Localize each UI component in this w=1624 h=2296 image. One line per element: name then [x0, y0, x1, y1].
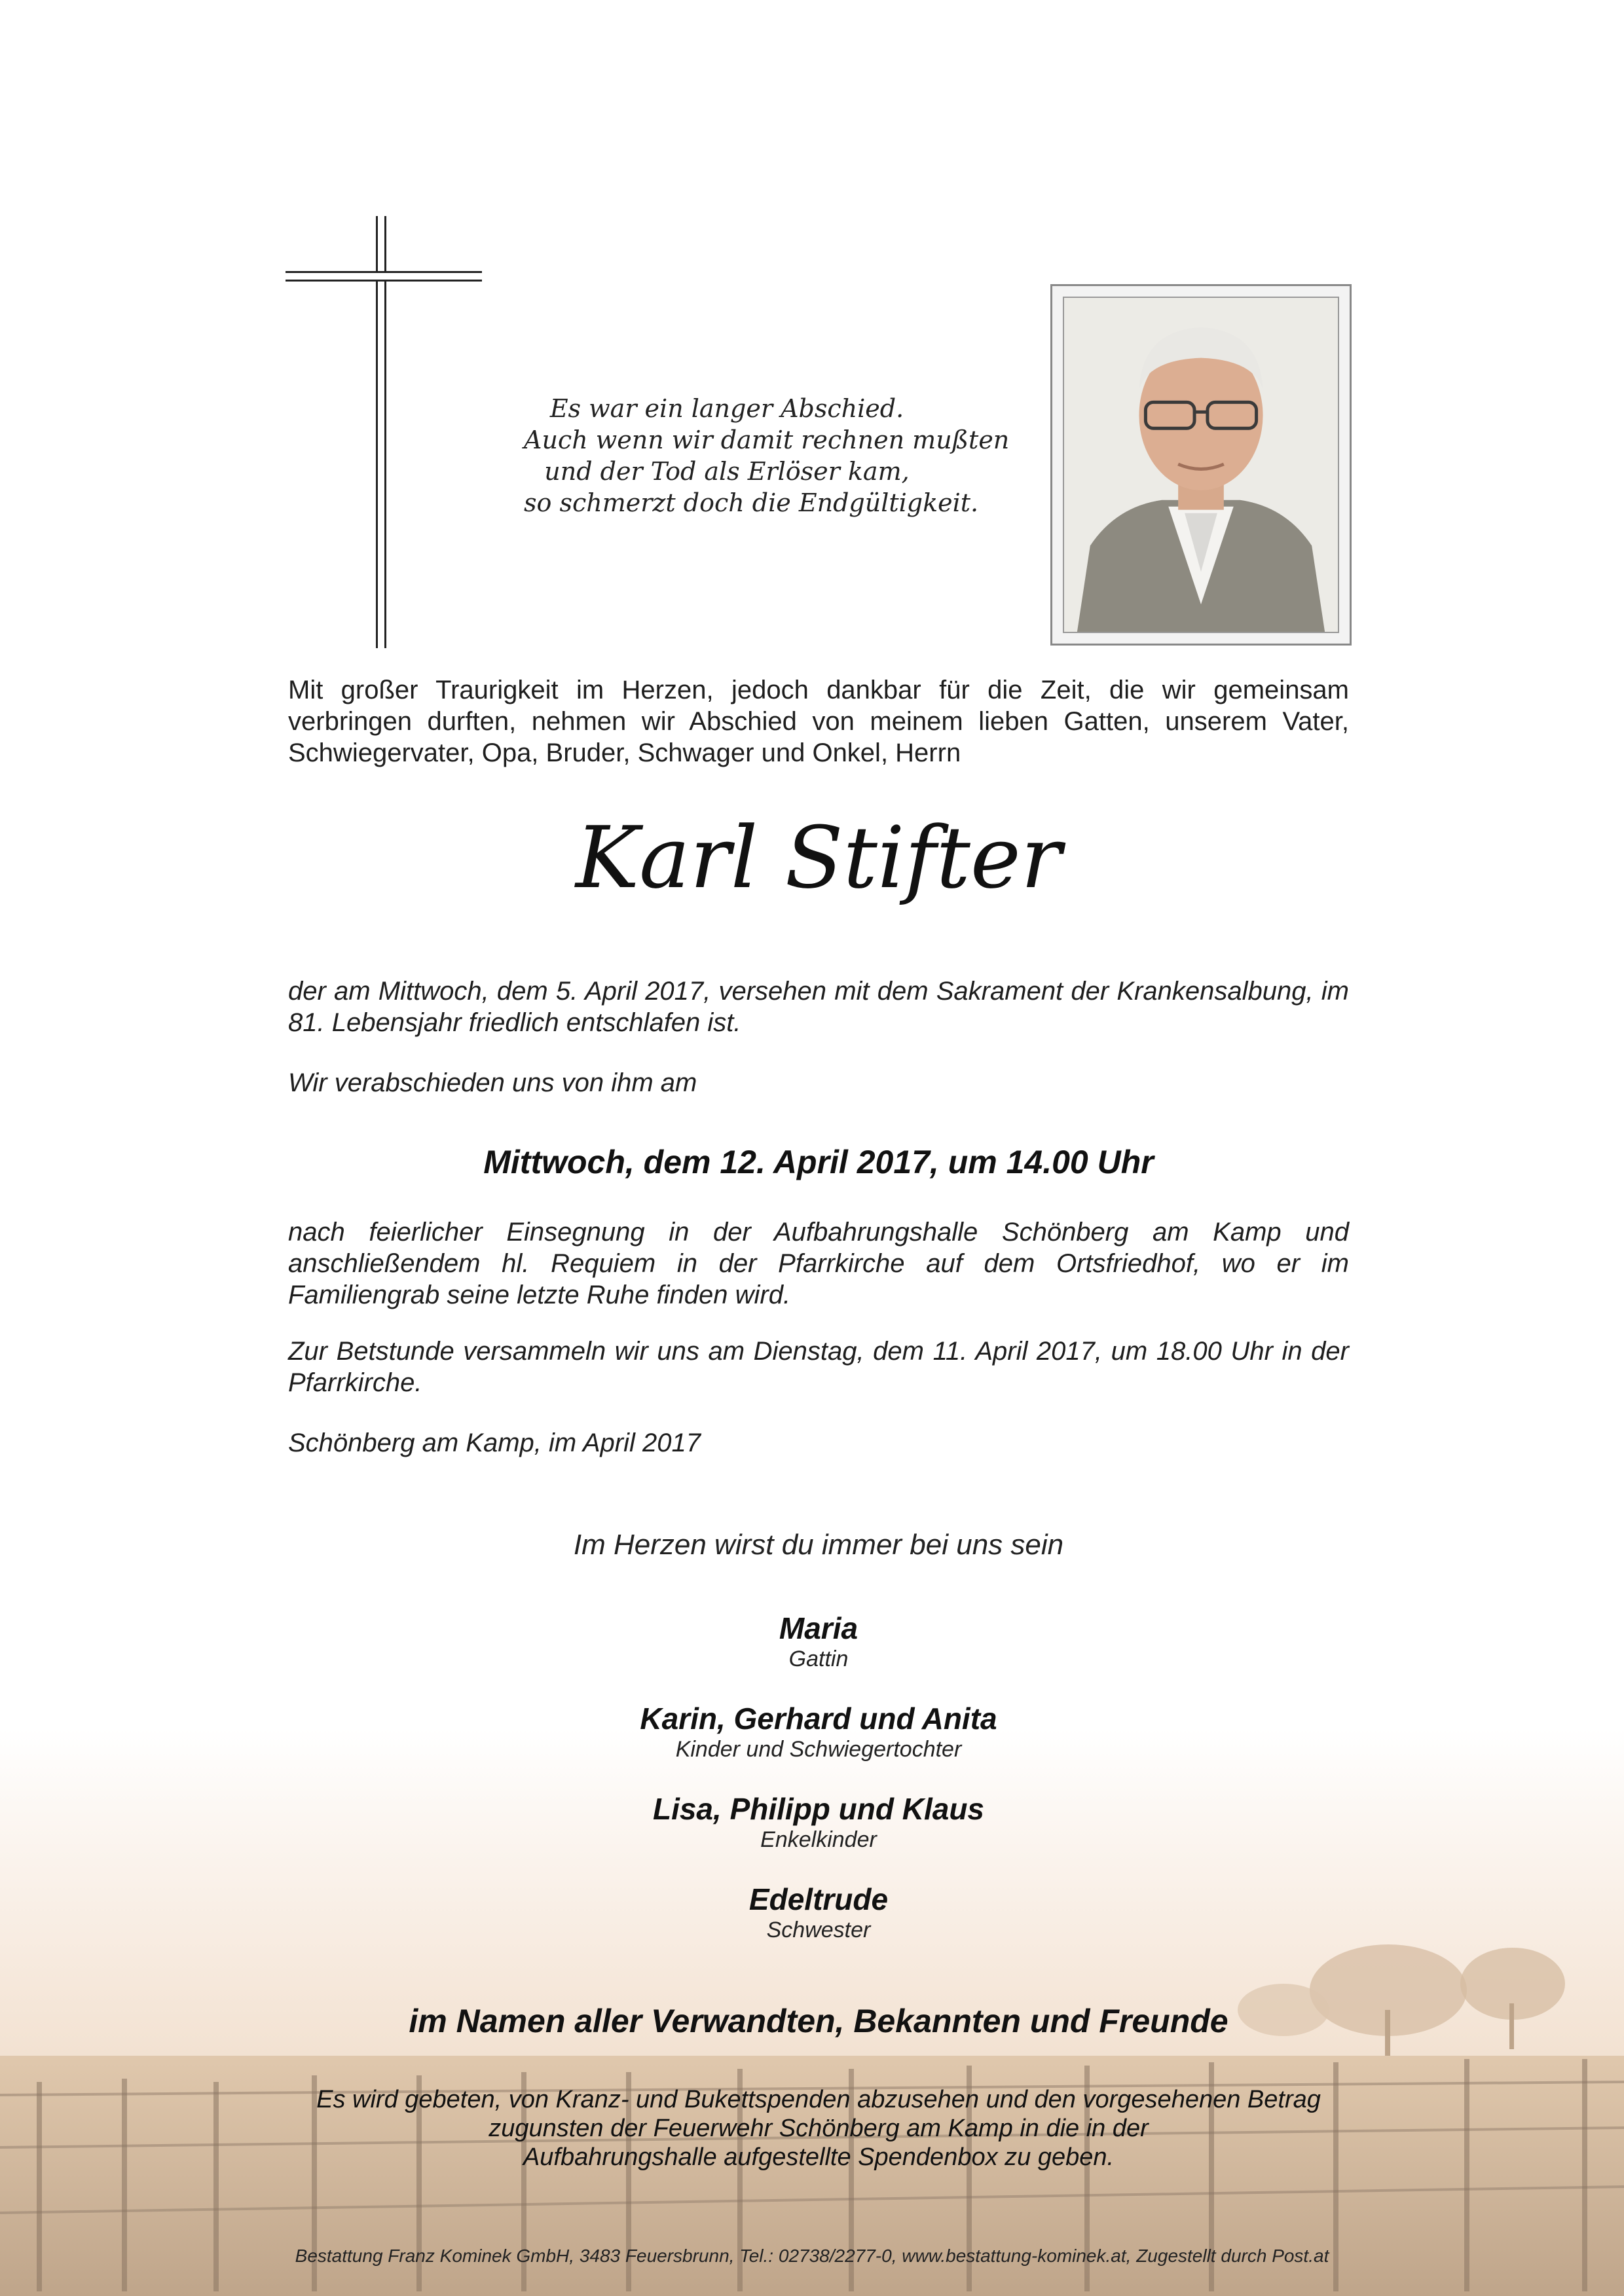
quote-line: Es war ein langer Abschied.: [549, 394, 904, 423]
family-member: [288, 1791, 1349, 1853]
family-member: [288, 1882, 1349, 1943]
family-role: Gattin: [788, 1647, 849, 1671]
family-name: Karin, Gerhard und Anita: [640, 1702, 997, 1736]
request-line: Aufbahrungshalle aufgestellte Spendenbox zu geben.: [523, 2143, 1115, 2171]
memorial-motto: Im Herzen wirst du immer bei uns sein: [573, 1529, 1064, 1561]
family-member: [288, 1701, 1349, 1762]
funeral-home-footer: Bestattung Franz Kominek GmbH, 3483 Feuersbrunn, Tel.: 02738/2277-0, www.bestattung-kominek.at, Zugestellt durch Post.at: [295, 2246, 1329, 2266]
quote-line: so schmerzt doch die Endgültigkeit.: [524, 488, 979, 517]
memorial-quote: [524, 393, 1010, 519]
family-name: Lisa, Philipp und Klaus: [652, 1792, 985, 1826]
place-and-date: Schönberg am Kamp, im April 2017: [288, 1429, 701, 1457]
portrait-photo: [1050, 284, 1352, 646]
funeral-date: Mittwoch, dem 12. April 2017, um 14.00 Uhr: [483, 1144, 1154, 1180]
prayer-service: Zur Betstunde versammeln wir uns am Dienstag, dem 11. April 2017, um 18.00 Uhr in der Pfarrkirche.: [288, 1337, 1349, 1397]
family-role: Enkelkinder: [760, 1827, 877, 1852]
portrait-image: [1064, 298, 1338, 632]
quote-line: Auch wenn wir damit rechnen mußten: [524, 426, 1010, 454]
family-name: Maria: [779, 1611, 858, 1645]
family-role: Schwester: [766, 1918, 871, 1942]
request-line: Es wird gebeten, von Kranz- und Bukettspenden abzusehen und den vorgesehenen Betrag: [316, 2086, 1321, 2113]
closing-line: im Namen aller Verwandten, Bekannten und Freunde: [409, 2003, 1228, 2039]
intro-paragraph: Mit großer Traurigkeit im Herzen, jedoch dankbar für die Zeit, die wir gemeinsam verbringen durften, nehmen wir Abschied von meinem lieben Gatten, unserem Vater, Schwiegervater, Opa, Bruder, Schwager und Onkel, Herrn: [288, 676, 1349, 767]
request-line: zugunsten der Feuerwehr Schönberg am Kamp in die in der: [489, 2115, 1149, 2142]
quote-line: und der Tod als Erlöser kam,: [544, 457, 910, 486]
family-member: [288, 1611, 1349, 1672]
death-notice: der am Mittwoch, dem 5. April 2017, versehen mit dem Sakrament der Krankensalbung, im 81. Lebensjahr friedlich entschlafen ist.: [288, 977, 1349, 1037]
family-name: Edeltrude: [748, 1882, 889, 1916]
deceased-name: Karl Stifter: [576, 808, 1061, 907]
farewell-intro: Wir verabschieden uns von ihm am: [288, 1068, 697, 1097]
ceremony-details: nach feierlicher Einsegnung in der Aufbahrungshalle Schönberg am Kamp und anschließendem hl. Requiem in der Pfarrkirche auf dem Ortsfriedhof, wo er im Familiengrab seine letzte Ruhe finden wird.: [288, 1218, 1349, 1309]
donation-request: [288, 2085, 1349, 2172]
family-role: Kinder und Schwiegertochter: [675, 1737, 962, 1762]
